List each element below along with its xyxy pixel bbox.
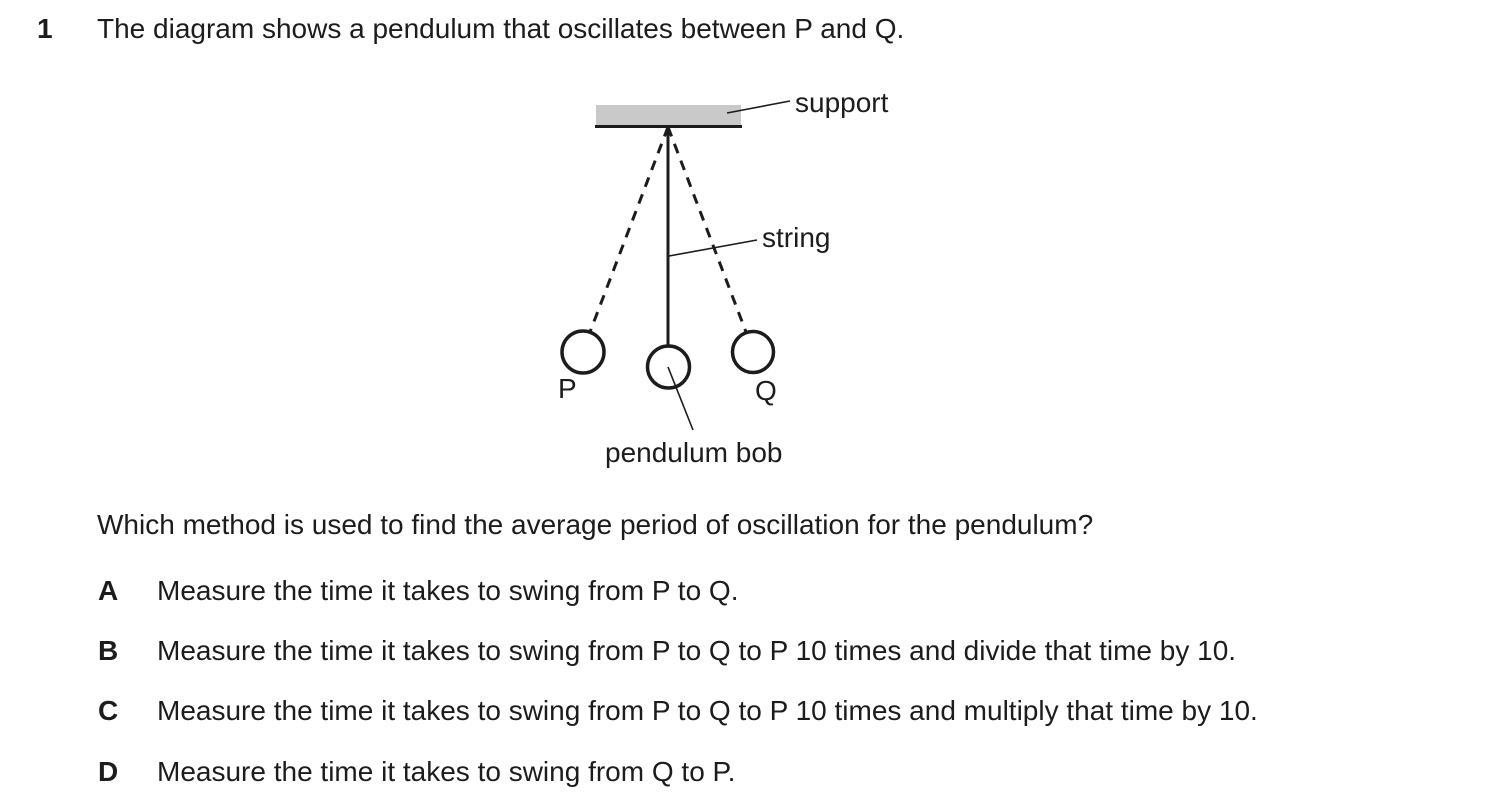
support-rect: [596, 105, 741, 125]
option-row-c: [0, 695, 1500, 729]
option-row-b: [0, 635, 1500, 669]
option-text: Measure the time it takes to swing from P to Q to P 10 times and divide that time by 10.: [157, 635, 1237, 666]
bob-position-p-circle: [562, 331, 604, 373]
question-intro: The diagram shows a pendulum that oscillates between P and Q.: [97, 13, 905, 44]
string-label: string: [762, 222, 831, 253]
q-label: Q: [755, 375, 777, 406]
option-letter: B: [98, 635, 119, 666]
question-prompt: Which method is used to find the average period of oscillation for the pendulum?: [97, 509, 1094, 540]
pendulum-diagram: [540, 80, 920, 480]
bob-position-q-circle: [733, 332, 774, 373]
option-text: Measure the time it takes to swing from Q to P.: [157, 756, 736, 787]
option-text: Measure the time it takes to swing from P to Q to P 10 times and multiply that time by 10.: [157, 695, 1258, 726]
option-row-a: [0, 575, 1500, 609]
swing-path-right-line: [668, 127, 746, 332]
option-letter: C: [98, 695, 119, 726]
support-label: support: [795, 87, 889, 118]
pendulum-bob-label: pendulum bob: [605, 437, 783, 468]
option-text: Measure the time it takes to swing from P to Q.: [157, 575, 739, 606]
string-pointer-line: [669, 240, 757, 256]
swing-path-left-line: [590, 127, 668, 332]
option-row-d: [0, 756, 1500, 790]
option-letter: A: [98, 575, 119, 606]
option-letter: D: [98, 756, 119, 787]
p-label: P: [558, 373, 577, 404]
question-number: 1: [37, 13, 53, 44]
